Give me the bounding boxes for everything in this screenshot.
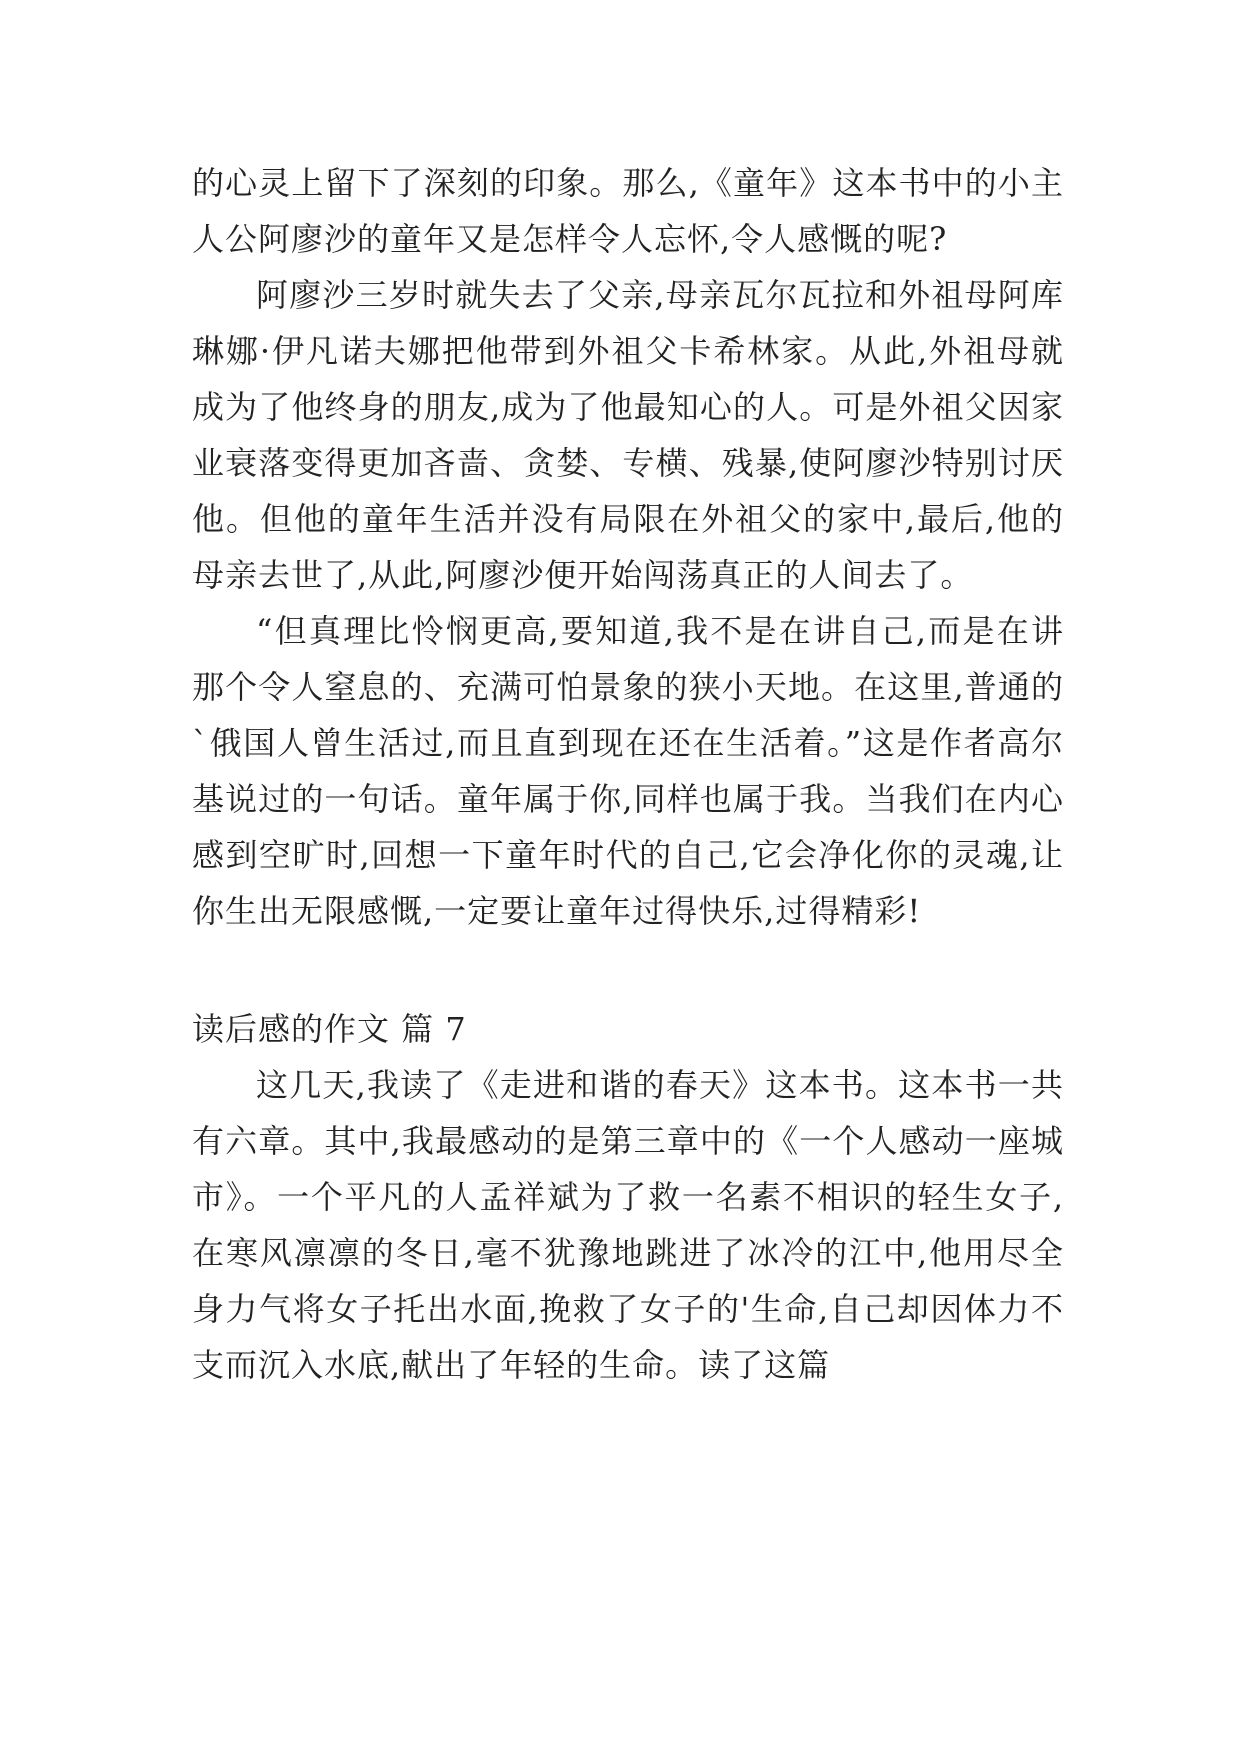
section-heading: 读后感的作文 篇 7 (192, 1010, 467, 1048)
paragraph-gorky-quote: “但真理比怜悯更高,要知道,我不是在讲自己,而是在讲那个令人窒息的、充满可怕景象的狭小天地。在这里,普通的`俄国人曾生活过,而且直到现在还在生活着。”这是作者高尔基说过的一句话。童年属于你,同样也属于我。当我们在内心感到空旷时,回想一下童年时代的自己,它会净化你的灵魂,让你生出无限感慨,一定要让童年过得快乐,过得精彩! (192, 612, 1064, 930)
document-body (192, 155, 1064, 1393)
paragraph-harmonious-spring: 这几天,我读了《走进和谐的春天》这本书。这本书一共有六章。其中,我最感动的是第三章中的《一个人感动一座城市》。一个平凡的人孟祥斌为了救一名素不相识的轻生女子,在寒风凛凛的冬日,毫不犹豫地跳进了冰冷的江中,他用尽全身力气将女子托出水面,挽救了女子的'生命,自己却因体力不支而沉入水底,献出了年轻的生命。读了这篇 (192, 1066, 1064, 1384)
paragraph-continuation: 的心灵上留下了深刻的印象。那么,《童年》这本书中的小主人公阿廖沙的童年又是怎样令人忘怀,令人感慨的呢? (192, 164, 1064, 258)
paragraph-alyosha-childhood: 阿廖沙三岁时就失去了父亲,母亲瓦尔瓦拉和外祖母阿库琳娜·伊凡诺夫娜把他带到外祖父卡希林家。从此,外祖母就成为了他终身的朋友,成为了他最知心的人。可是外祖父因家业衰落变得更加吝啬、贪婪、专横、残暴,使阿廖沙特别讨厌他。但他的童年生活并没有局限在外祖父的家中,最后,他的母亲去世了,从此,阿廖沙便开始闯荡真正的人间去了。 (192, 276, 1064, 594)
